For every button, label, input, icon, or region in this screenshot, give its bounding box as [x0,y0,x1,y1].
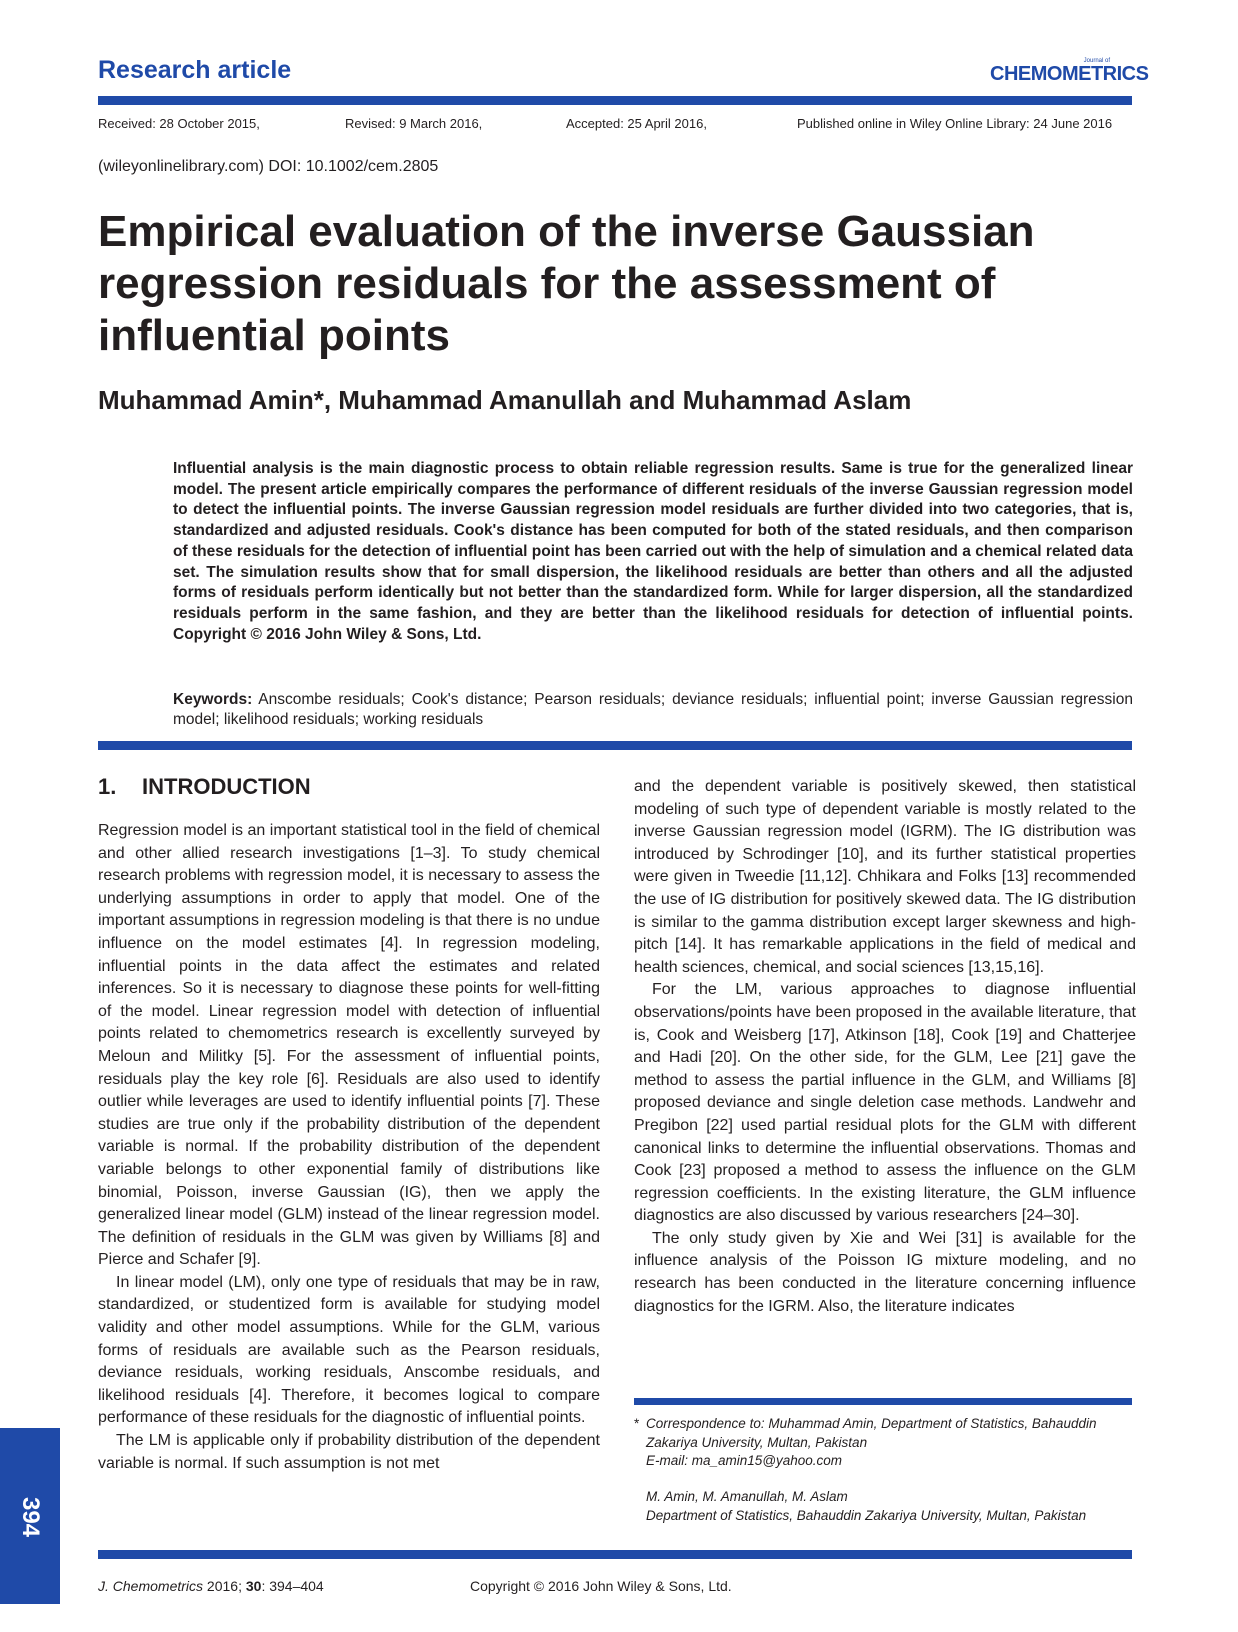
journal-logo-name: CHEMOMETRICS [990,63,1149,85]
footnote-marker: * [634,1416,640,1431]
journal-logo [990,58,1149,85]
footer-year: 2016; [203,1578,246,1594]
doi-line: (wileyonlinelibrary.com) DOI: 10.1002/cem.2805 [98,158,439,175]
footnote-rule [634,1398,1132,1405]
body-paragraph: and the dependent variable is positively skewed, then statistical modeling of such type of dependent variable is mostly related to the inverse Gaussian regression model (IGRM). The IG distribution was introduced by Schrodinger [10], and its further statistical properties were given in Tweedie [11,12]. Chhikara and Folks [13] recommended the use of IG distribution for positively skewed data. The IG distribution is similar to the gamma distribution except larger skewness and high-pitch [14]. It has remarkable applications in the field of medical and health sciences, chemical, and social sciences [13,15,16]. [634,778,1136,976]
footer-volume: 30 [245,1578,262,1594]
footer-pages: : 394–404 [261,1578,324,1594]
abstract: Influential analysis is the main diagnostic process to obtain reliable regression results. Same is true for the generalized linear model. The present article empirically compares the performance of different residuals of the inverse Gaussian regression model to detect the influential points. The inverse Gaussian regression model residuals are further divided into two categories, that is, standardized and adjusted residuals. Cook's distance has been computed for both of the stated residuals, and then comparison of these residuals for the detection of influential point has been carried out with the help of simulation and a chemical related data set. The simulation results show that for small dispersion, the likelihood residuals are better than others and all the adjusted forms of residuals perform identically but not better than the standardized form. While for larger dispersion, all the standardized residuals perform in the same fashion, and they are better than the likelihood residuals for detection of influential points. Copyright © 2016 John Wiley & Sons, Ltd. [173,460,1133,643]
footer-rule [98,1550,1132,1559]
author-affiliation-footnote [646,1488,1136,1525]
keywords-list: Anscombe residuals; Cook's distance; Pearson residuals; deviance residuals; influential point; inverse Gaussian regression model; likelihood residuals; working residuals [173,691,1133,728]
section-number: 1. [98,774,117,799]
footer-citation [98,1578,324,1594]
title-line: Empirical evaluation of the inverse Gaussian [98,207,1035,256]
author-list: Muhammad Amin*, Muhammad Amanullah and Muhammad Aslam [98,385,912,415]
header-rule [98,96,1132,105]
revised-date: Revised: 9 March 2016, [345,116,483,131]
title-line: influential points [98,311,450,360]
body-paragraph: The LM is applicable only if probability distribution of the dependent variable is normal. If such assumption is not met [98,1432,600,1472]
page-number: 394 [17,1496,44,1538]
received-date: Received: 28 October 2015, [98,116,260,131]
footnote-line: Correspondence to: Muhammad Amin, Department of Statistics, Bahauddin [646,1416,1097,1431]
body-column-left [98,820,600,1475]
body-paragraph: The only study given by Xie and Wei [31] is available for the influence analysis of the Poisson IG mixture modeling, and no research has been conducted in the literature concerning influence diagnostics for the IGRM. Also, the literature indicates [634,1229,1136,1315]
published-date: Published online in Wiley Online Library: 24 June 2016 [797,116,1113,131]
keywords [173,690,1133,730]
journal-logo-prefix: Journal of [1083,58,1110,64]
footnote-authors: M. Amin, M. Amanullah, M. Aslam [646,1489,848,1504]
footnote-affiliation: Department of Statistics, Bahauddin Zakariya University, Multan, Pakistan [646,1507,1087,1523]
correspondence-footnote [634,1415,1134,1471]
body-paragraph: In linear model (LM), only one type of residuals that may be in raw, standardized, or studentized form is available for studying model validity and other model assumptions. While for the GLM, various forms of residuals are available such as the Pearson residuals, deviance residuals, working residuals, Anscombe residuals, and likelihood residuals [4]. Therefore, it becomes logical to compare performance of these residuals for the diagnostic of influential points. [98,1273,600,1427]
footnote-line: Zakariya University, Multan, Pakistan [646,1434,868,1450]
section-title: INTRODUCTION [142,774,311,799]
footnote-email: E-mail: ma_amin15@yahoo.com [646,1453,843,1468]
footer-journal-name: J. Chemometrics [98,1578,204,1594]
footer-copyright: Copyright © 2016 John Wiley & Sons, Ltd. [470,1578,732,1594]
article-title [98,206,1138,362]
section-heading [98,774,311,800]
abstract-rule [98,741,1132,750]
body-paragraph: Regression model is an important statistical tool in the field of chemical and other allied research investigations [1–3]. To study chemical research problems with regression model, it is necessary to assess the underlying assumptions in order to apply that model. One of the important assumptions in regression modeling is that there is no undue influence on the model estimates [4]. In regression modeling, influential points in the data affect the estimates and related inferences. So it is necessary to diagnose these points for well-fitting of the model. Linear regression model with detection of influential points related to chemometrics research is excellently surveyed by Meloun and Militky [5]. For the assessment of influential points, residuals play the key role [6]. Residuals are also used to identify outlier while leverages are used to identify influential points [7]. These studies are true only if the probability distribution of the dependent variable is normal. If the probability distribution of the dependent variable belongs to other exponential family of distributions like binomial, Poisson, inverse Gaussian (IG), then we apply the generalized linear model (GLM) instead of the linear regression model. The definition of residuals in the GLM was given by Williams [8] and Pierce and Schafer [9]. [98,822,600,1269]
accepted-date: Accepted: 25 April 2016, [566,116,707,131]
body-column-right [634,776,1136,1318]
body-paragraph: For the LM, various approaches to diagnose influential observations/points have been proposed in the available literature, that is, Cook and Weisberg [17], Atkinson [18], Cook [19] and Chatterjee and Hadi [20]. On the other side, for the GLM, Lee [21] gave the method to assess the partial influence in the GLM, and Williams [8] proposed deviance and single deletion case methods. Landwehr and Pregibon [22] used partial residual plots for the GLM with different canonical links to determine the influential observations. Thomas and Cook [23] proposed a method to assess the influence on the GLM regression coefficients. In the existing literature, the GLM influence diagnostics are also discussed by various researchers [24–30]. [634,981,1136,1225]
title-line: regression residuals for the assessment of [98,259,996,308]
keywords-label: Keywords: [173,691,253,708]
article-type-label: Research article [98,56,292,84]
